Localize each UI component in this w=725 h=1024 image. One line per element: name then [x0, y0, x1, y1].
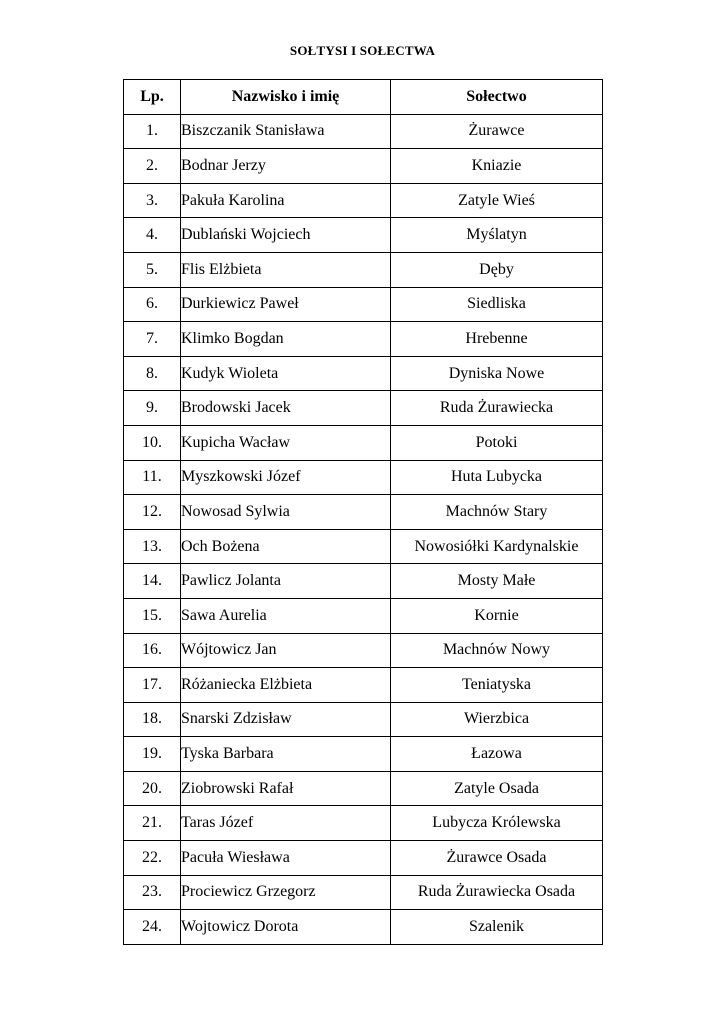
table-row	[124, 841, 603, 876]
row-number: 11.	[124, 460, 181, 495]
row-number: 21.	[124, 806, 181, 841]
table-row	[124, 391, 603, 426]
person-name: Ziobrowski Rafał	[181, 771, 391, 806]
row-number: 3.	[124, 183, 181, 218]
row-number: 6.	[124, 287, 181, 322]
table-row	[124, 149, 603, 184]
solectwo-name: Wierzbica	[391, 702, 603, 737]
person-name: Durkiewicz Paweł	[181, 287, 391, 322]
person-name: Wójtowicz Jan	[181, 633, 391, 668]
solectwo-name: Zatyle Osada	[391, 771, 603, 806]
solectwo-name: Lubycza Królewska	[391, 806, 603, 841]
solectwo-name: Dęby	[391, 252, 603, 287]
row-number: 24.	[124, 910, 181, 945]
solectwo-name: Teniatyska	[391, 668, 603, 703]
person-name: Różaniecka Elżbieta	[181, 668, 391, 703]
person-name: Kudyk Wioleta	[181, 356, 391, 391]
table-row	[124, 806, 603, 841]
person-name: Pawlicz Jolanta	[181, 564, 391, 599]
solectwo-name: Kornie	[391, 598, 603, 633]
soltysi-table	[123, 79, 603, 945]
row-number: 5.	[124, 252, 181, 287]
table-row	[124, 598, 603, 633]
solectwo-name: Kniazie	[391, 149, 603, 184]
row-number: 12.	[124, 495, 181, 530]
page-title: SOŁTYSI I SOŁECTWA	[289, 43, 436, 58]
solectwo-name: Żurawce Osada	[391, 841, 603, 876]
row-number: 13.	[124, 529, 181, 564]
row-number: 20.	[124, 771, 181, 806]
solectwo-name: Hrebenne	[391, 322, 603, 357]
table-row	[124, 495, 603, 530]
person-name: Brodowski Jacek	[181, 391, 391, 426]
table-row	[124, 529, 603, 564]
solectwo-name: Machnów Nowy	[391, 633, 603, 668]
solectwo-name: Mosty Małe	[391, 564, 603, 599]
table-row	[124, 633, 603, 668]
table-row	[124, 252, 603, 287]
row-number: 14.	[124, 564, 181, 599]
table-row	[124, 460, 603, 495]
table-row	[124, 564, 603, 599]
row-number: 18.	[124, 702, 181, 737]
solectwo-name: Siedliska	[391, 287, 603, 322]
person-name: Myszkowski Józef	[181, 460, 391, 495]
solectwo-name: Żurawce	[391, 114, 603, 149]
person-name: Prociewicz Grzegorz	[181, 875, 391, 910]
row-number: 23.	[124, 875, 181, 910]
row-number: 19.	[124, 737, 181, 772]
person-name: Snarski Zdzisław	[181, 702, 391, 737]
table-row	[124, 910, 603, 945]
table-header-row	[124, 80, 603, 115]
row-number: 15.	[124, 598, 181, 633]
table-row	[124, 702, 603, 737]
column-header-solectwo: Sołectwo	[391, 80, 603, 115]
solectwo-name: Huta Lubycka	[391, 460, 603, 495]
row-number: 9.	[124, 391, 181, 426]
person-name: Pacuła Wiesława	[181, 841, 391, 876]
row-number: 1.	[124, 114, 181, 149]
solectwo-name: Zatyle Wieś	[391, 183, 603, 218]
row-number: 8.	[124, 356, 181, 391]
person-name: Sawa Aurelia	[181, 598, 391, 633]
table-row	[124, 737, 603, 772]
person-name: Dublański Wojciech	[181, 218, 391, 253]
solectwo-name: Ruda Żurawiecka Osada	[391, 875, 603, 910]
row-number: 4.	[124, 218, 181, 253]
table-row	[124, 875, 603, 910]
person-name: Wojtowicz Dorota	[181, 910, 391, 945]
table-row	[124, 218, 603, 253]
row-number: 2.	[124, 149, 181, 184]
person-name: Bodnar Jerzy	[181, 149, 391, 184]
solectwo-name: Ruda Żurawiecka	[391, 391, 603, 426]
solectwo-name: Szalenik	[391, 910, 603, 945]
table-row	[124, 425, 603, 460]
person-name: Nowosad Sylwia	[181, 495, 391, 530]
person-name: Klimko Bogdan	[181, 322, 391, 357]
solectwo-name: Machnów Stary	[391, 495, 603, 530]
person-name: Flis Elżbieta	[181, 252, 391, 287]
person-name: Och Bożena	[181, 529, 391, 564]
table-row	[124, 668, 603, 703]
solectwo-name: Potoki	[391, 425, 603, 460]
row-number: 7.	[124, 322, 181, 357]
solectwo-name: Myślatyn	[391, 218, 603, 253]
row-number: 16.	[124, 633, 181, 668]
person-name: Tyska Barbara	[181, 737, 391, 772]
solectwo-name: Nowosiółki Kardynalskie	[391, 529, 603, 564]
row-number: 17.	[124, 668, 181, 703]
person-name: Taras Józef	[181, 806, 391, 841]
solectwo-name: Dyniska Nowe	[391, 356, 603, 391]
person-name: Pakuła Karolina	[181, 183, 391, 218]
solectwo-name: Łazowa	[391, 737, 603, 772]
table-row	[124, 771, 603, 806]
table-header	[124, 80, 603, 115]
table-row	[124, 287, 603, 322]
column-header-name: Nazwisko i imię	[181, 80, 391, 115]
column-header-lp: Lp.	[124, 80, 181, 115]
person-name: Biszczanik Stanisława	[181, 114, 391, 149]
table-row	[124, 322, 603, 357]
table-row	[124, 183, 603, 218]
person-name: Kupicha Wacław	[181, 425, 391, 460]
row-number: 22.	[124, 841, 181, 876]
table-body	[124, 114, 603, 944]
row-number: 10.	[124, 425, 181, 460]
table-row	[124, 114, 603, 149]
table-row	[124, 356, 603, 391]
